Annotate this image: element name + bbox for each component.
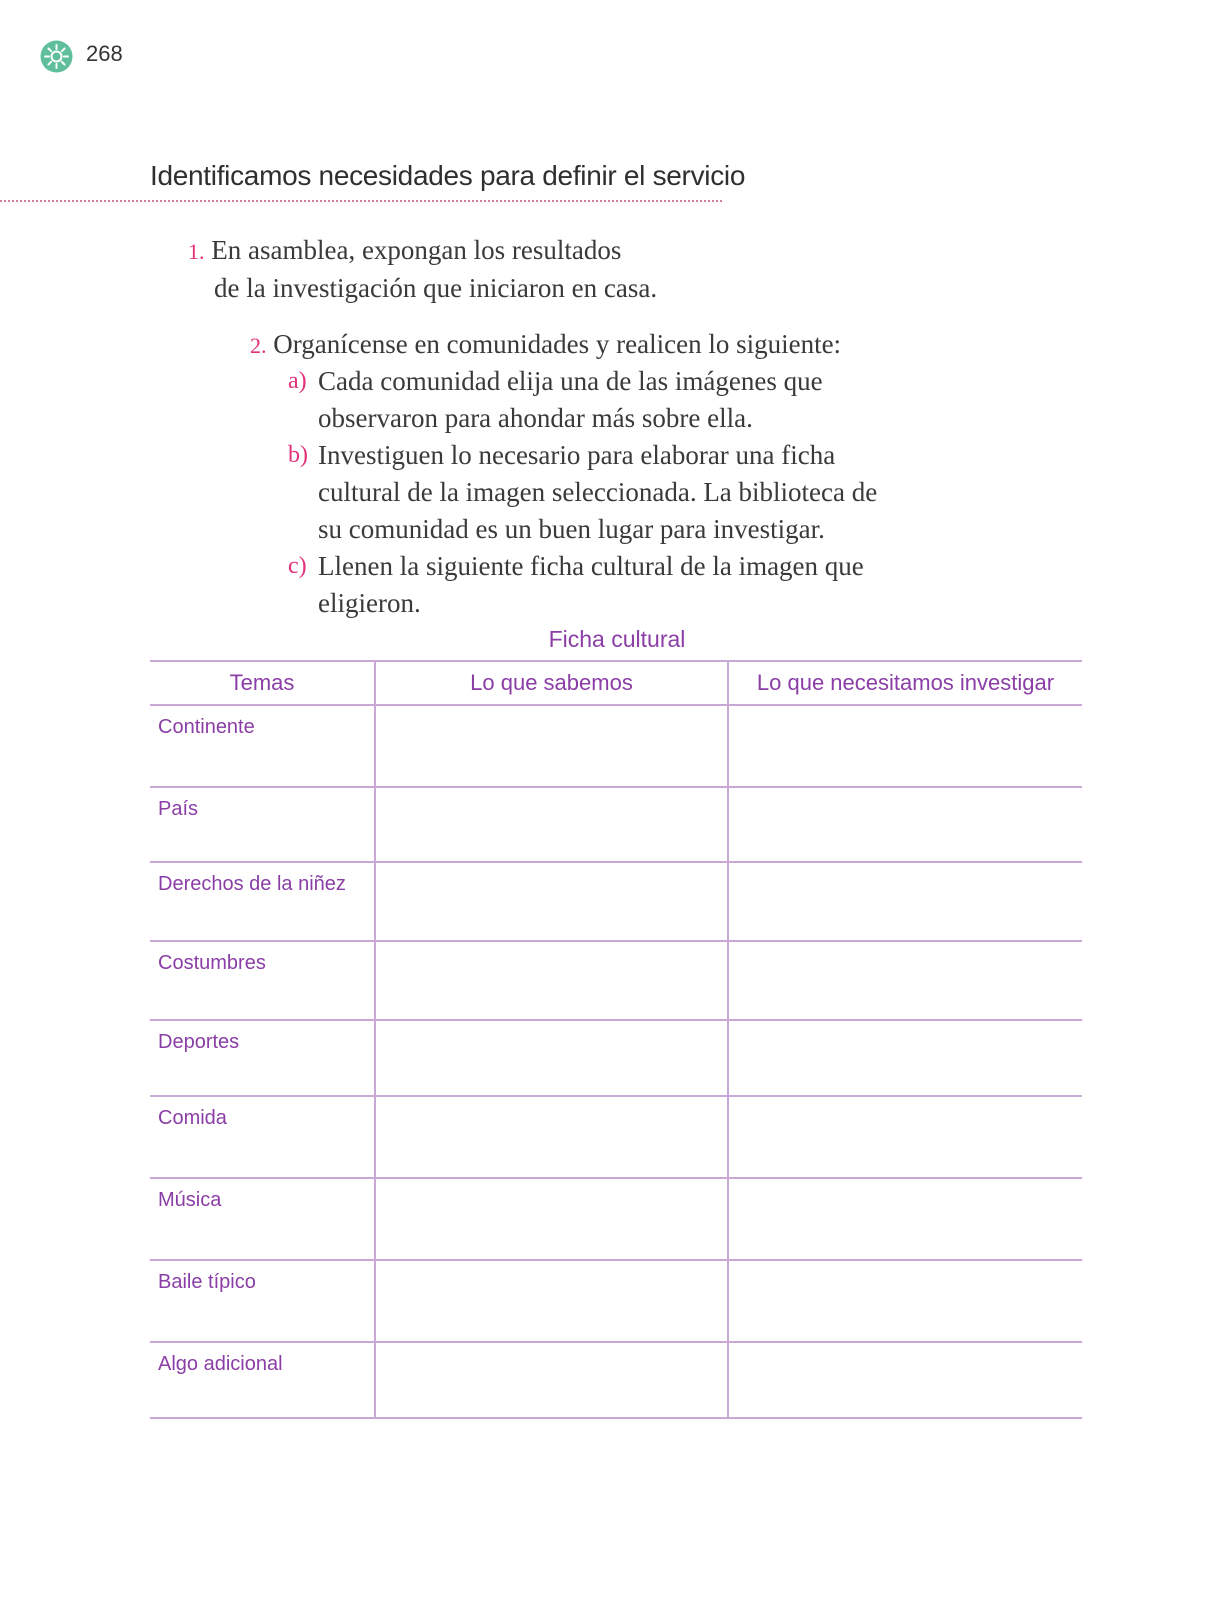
table-row bbox=[150, 1096, 1082, 1178]
investigar-cell[interactable] bbox=[728, 1178, 1082, 1260]
title-dotted-rule bbox=[0, 200, 722, 202]
table-row bbox=[150, 941, 1082, 1020]
investigar-cell[interactable] bbox=[728, 705, 1082, 787]
sub-item-c-letter: c) bbox=[288, 553, 307, 579]
instruction-1-line1: En asamblea, expongan los resultados bbox=[211, 235, 622, 265]
header-lo-que-sabemos: Lo que sabemos bbox=[375, 661, 728, 705]
table-row bbox=[150, 1342, 1082, 1418]
instruction-1-number: 1. bbox=[188, 239, 205, 264]
table-row bbox=[150, 1260, 1082, 1342]
header-lo-que-necesitamos-investigar: Lo que necesitamos investigar bbox=[728, 661, 1082, 705]
sabemos-cell[interactable] bbox=[375, 787, 728, 862]
sabemos-cell[interactable] bbox=[375, 862, 728, 941]
sabemos-cell[interactable] bbox=[375, 1260, 728, 1342]
sabemos-cell[interactable] bbox=[375, 1342, 728, 1418]
sub-item-a bbox=[288, 363, 878, 437]
sub-item-a-letter: a) bbox=[288, 368, 307, 394]
sabemos-cell[interactable] bbox=[375, 1178, 728, 1260]
sub-item-c-text: Llenen la siguiente ficha cultural de la imagen que eligieron. bbox=[318, 551, 864, 618]
table-row bbox=[150, 1020, 1082, 1096]
sub-item-c bbox=[288, 548, 878, 622]
table-title: Ficha cultural bbox=[548, 626, 686, 652]
row-label: Algo adicional bbox=[150, 1342, 375, 1418]
row-label: Música bbox=[150, 1178, 375, 1260]
instruction-2-number: 2. bbox=[250, 333, 267, 358]
sabemos-cell[interactable] bbox=[375, 1020, 728, 1096]
row-label: Comida bbox=[150, 1096, 375, 1178]
sabemos-cell[interactable] bbox=[375, 941, 728, 1020]
table-row bbox=[150, 787, 1082, 862]
instruction-1 bbox=[188, 232, 657, 307]
investigar-cell[interactable] bbox=[728, 1260, 1082, 1342]
row-label: País bbox=[150, 787, 375, 862]
row-label: Continente bbox=[150, 705, 375, 787]
table-header-row bbox=[150, 661, 1082, 705]
section-title: Identificamos necesidades para definir el servicio bbox=[150, 160, 746, 191]
investigar-cell[interactable] bbox=[728, 862, 1082, 941]
table-row bbox=[150, 705, 1082, 787]
investigar-cell[interactable] bbox=[728, 1342, 1082, 1418]
header-temas: Temas bbox=[150, 661, 375, 705]
sabemos-cell[interactable] bbox=[375, 705, 728, 787]
sub-item-b-letter: b) bbox=[288, 442, 308, 468]
investigar-cell[interactable] bbox=[728, 1096, 1082, 1178]
sub-item-b bbox=[288, 437, 878, 548]
row-label: Baile típico bbox=[150, 1260, 375, 1342]
table-row bbox=[150, 862, 1082, 941]
sabemos-cell[interactable] bbox=[375, 1096, 728, 1178]
investigar-cell[interactable] bbox=[728, 787, 1082, 862]
investigar-cell[interactable] bbox=[728, 941, 1082, 1020]
instruction-2 bbox=[250, 326, 841, 364]
row-label: Derechos de la niñez bbox=[150, 862, 375, 941]
investigar-cell[interactable] bbox=[728, 1020, 1082, 1096]
ficha-cultural-table bbox=[150, 660, 1082, 1419]
instruction-1-line2: de la investigación que iniciaron en casa. bbox=[214, 273, 658, 303]
instruction-2-text: Organícense en comunidades y realicen lo siguiente: bbox=[273, 329, 842, 359]
sub-item-b-text: Investiguen lo necesario para elaborar una ficha cultural de la imagen seleccionada. La biblioteca de su comunidad es un buen lugar para investigar. bbox=[318, 440, 878, 544]
page-badge-icon bbox=[40, 40, 73, 73]
table-row bbox=[150, 1178, 1082, 1260]
sub-item-a-text: Cada comunidad elija una de las imágenes que observaron para ahondar más sobre ella. bbox=[318, 366, 823, 433]
row-label: Costumbres bbox=[150, 941, 375, 1020]
row-label: Deportes bbox=[150, 1020, 375, 1096]
page-number: 268 bbox=[86, 41, 123, 66]
